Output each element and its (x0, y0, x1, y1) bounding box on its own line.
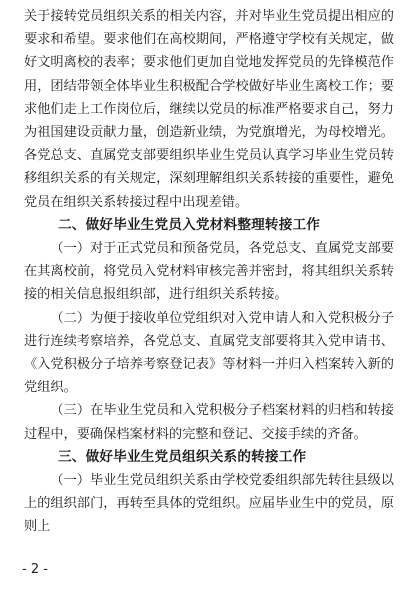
paragraph-3-1: （一）毕业生党员组织关系由学校党委组织部先转往县级以上的组织部门，再转至具体的党组织。应届毕业生中的党员，原则上 (24, 473, 394, 535)
paragraph-2-3: （三）在毕业生党员和入党积极分子档案材料的归档和转接过程中，要确保档案材料的完整和登记、交接手续的齐备。 (24, 403, 394, 442)
section-heading-3: 三、做好毕业生党员组织关系的转接工作 (58, 448, 307, 465)
page-number: - 2 - (22, 562, 48, 577)
paragraph-intro: 关于接转党员组织关系的相关内容，并对毕业生党员提出相应的要求和希望。要求他们在高校期间，严格遵守学校有关规定，做好文明离校的表率；要求他们更加自觉地发挥党员的先锋模范作用，团结带领全体毕业生积极配合学校做好毕业生离校工作；要求他们走上工作岗位后，继续以党员的标准严格要求自己，努力为祖国建设贡献力量，创造新业绩，为党旗增光，为母校增光。各党总支、直属党支部要组织毕业生党员认真学习毕业生党员转移组织关系的有关规定，深刻理解组织关系转接的重要性，避免党员在组织关系转接过程中出现差错。 (24, 9, 394, 210)
document-body (24, 5, 394, 539)
section-heading-2: 二、做好毕业生党员入党材料整理转接工作 (58, 216, 321, 233)
paragraph-2-2: （二）为便于接收单位党组织对入党申请人和入党积极分子进行连续考察培养，各党总支、直属党支部要将其入党申请书、《入党积极分子培养考察登记表》等材料一并归入档案转入新的党组织。 (24, 310, 394, 396)
paragraph-2-1: （一）对于正式党员和预备党员，各党总支、直属党支部要在其离校前，将党员入党材料审核完善并密封，将其组织关系转接的相关信息报组织部，进行组织关系转接。 (24, 241, 394, 303)
